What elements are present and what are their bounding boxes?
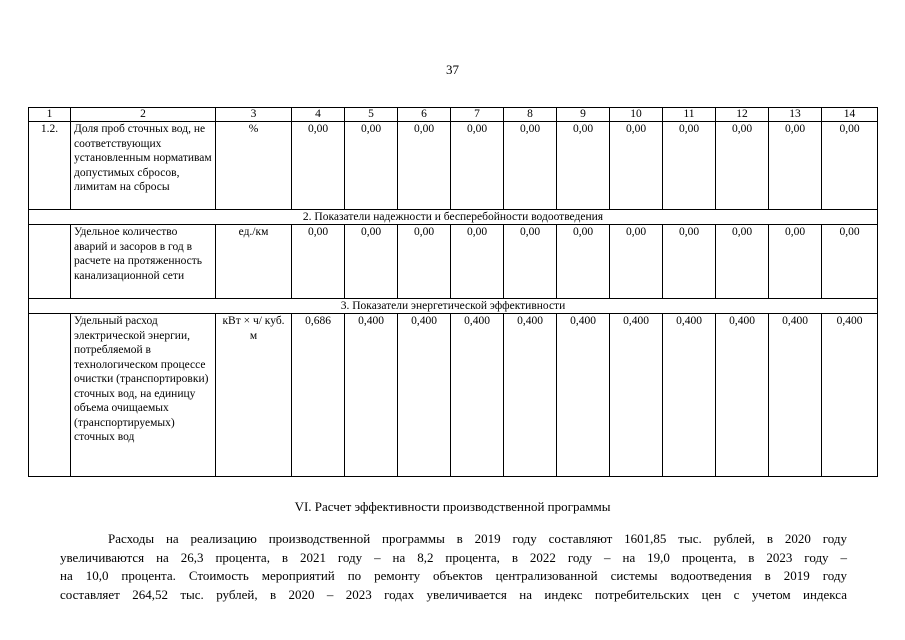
row-number bbox=[29, 225, 71, 299]
paragraph-line: составляет 264,52 тыс. рублей, в 2020 – 2023 годах увеличивается на индекс потребительских цен с учетом индекса bbox=[60, 586, 847, 602]
value-cell: 0,400 bbox=[769, 314, 822, 477]
header-cell: 3 bbox=[216, 108, 292, 122]
indicator-name: Удельный расход электрической энергии, потребляемой в технологическом процессе очистки (транспортировки) сточных вод, на единицу объема очищаемых (транспортируемых) сточных вод bbox=[71, 314, 216, 477]
value-cell: 0,00 bbox=[822, 122, 878, 210]
section-row bbox=[29, 299, 878, 314]
value-cell: 0,400 bbox=[504, 314, 557, 477]
table-row bbox=[29, 314, 878, 477]
header-cell: 4 bbox=[292, 108, 345, 122]
value-cell: 0,400 bbox=[822, 314, 878, 477]
value-cell: 0,00 bbox=[504, 225, 557, 299]
header-cell: 7 bbox=[451, 108, 504, 122]
unit-cell: кВт × ч/ куб. м bbox=[216, 314, 292, 477]
value-cell: 0,00 bbox=[451, 225, 504, 299]
value-cell: 0,400 bbox=[557, 314, 610, 477]
value-cell: 0,686 bbox=[292, 314, 345, 477]
header-cell: 14 bbox=[822, 108, 878, 122]
header-cell: 9 bbox=[557, 108, 610, 122]
value-cell: 0,400 bbox=[451, 314, 504, 477]
paragraph-line: на 10,0 процента. Стоимость мероприятий по ремонту объектов централизованной системы водоотведения в 2019 году bbox=[60, 568, 847, 583]
table-row bbox=[29, 225, 878, 299]
value-cell: 0,00 bbox=[504, 122, 557, 210]
header-cell: 10 bbox=[610, 108, 663, 122]
value-cell: 0,00 bbox=[292, 225, 345, 299]
body-paragraph bbox=[60, 530, 847, 604]
value-cell: 0,00 bbox=[345, 225, 398, 299]
section-row bbox=[29, 210, 878, 225]
value-cell: 0,00 bbox=[557, 225, 610, 299]
section-title: VI. Расчет эффективности производственной программы bbox=[294, 499, 611, 514]
indicator-name: Доля проб сточных вод, не соответствующих установленным нормативам допустимых сбросов, лимитам на сбросы bbox=[71, 122, 216, 210]
value-cell: 0,00 bbox=[451, 122, 504, 210]
value-cell: 0,00 bbox=[610, 122, 663, 210]
value-cell: 0,00 bbox=[716, 225, 769, 299]
value-cell: 0,00 bbox=[398, 225, 451, 299]
table-header-row bbox=[29, 108, 878, 122]
value-cell: 0,00 bbox=[398, 122, 451, 210]
section-heading-reliability: 2. Показатели надежности и бесперебойности водоотведения bbox=[29, 210, 878, 225]
unit-cell: ед./км bbox=[216, 225, 292, 299]
value-cell: 0,00 bbox=[769, 122, 822, 210]
paragraph-line: увеличиваются на 26,3 процента, в 2021 году – на 8,2 процента, в 2022 году – на 19,0 процента, в 2023 году – bbox=[60, 549, 847, 565]
value-cell: 0,400 bbox=[345, 314, 398, 477]
header-cell: 6 bbox=[398, 108, 451, 122]
value-cell: 0,00 bbox=[769, 225, 822, 299]
value-cell: 0,400 bbox=[610, 314, 663, 477]
value-cell: 0,400 bbox=[398, 314, 451, 477]
value-cell: 0,00 bbox=[663, 225, 716, 299]
value-cell: 0,00 bbox=[663, 122, 716, 210]
table-row bbox=[29, 122, 878, 210]
paragraph-line: Расходы на реализацию производственной программы в 2019 году составляют 1601,85 тыс. рублей, в 2020 году bbox=[108, 531, 847, 546]
page-number: 37 bbox=[446, 62, 459, 77]
indicators-table bbox=[28, 107, 878, 477]
value-cell: 0,00 bbox=[557, 122, 610, 210]
value-cell: 0,00 bbox=[345, 122, 398, 210]
value-cell: 0,00 bbox=[610, 225, 663, 299]
value-cell: 0,00 bbox=[822, 225, 878, 299]
header-cell: 5 bbox=[345, 108, 398, 122]
section-heading-energy: 3. Показатели энергетической эффективности bbox=[29, 299, 878, 314]
value-cell: 0,400 bbox=[663, 314, 716, 477]
value-cell: 0,400 bbox=[716, 314, 769, 477]
row-number: 1.2. bbox=[29, 122, 71, 210]
header-cell: 13 bbox=[769, 108, 822, 122]
header-cell: 12 bbox=[716, 108, 769, 122]
value-cell: 0,00 bbox=[716, 122, 769, 210]
header-cell: 1 bbox=[29, 108, 71, 122]
header-cell: 11 bbox=[663, 108, 716, 122]
row-number bbox=[29, 314, 71, 477]
value-cell: 0,00 bbox=[292, 122, 345, 210]
header-cell: 8 bbox=[504, 108, 557, 122]
unit-cell: % bbox=[216, 122, 292, 210]
header-cell: 2 bbox=[71, 108, 216, 122]
indicator-name: Удельное количество аварий и засоров в год в расчете на протяженность канализационной сети bbox=[71, 225, 216, 299]
